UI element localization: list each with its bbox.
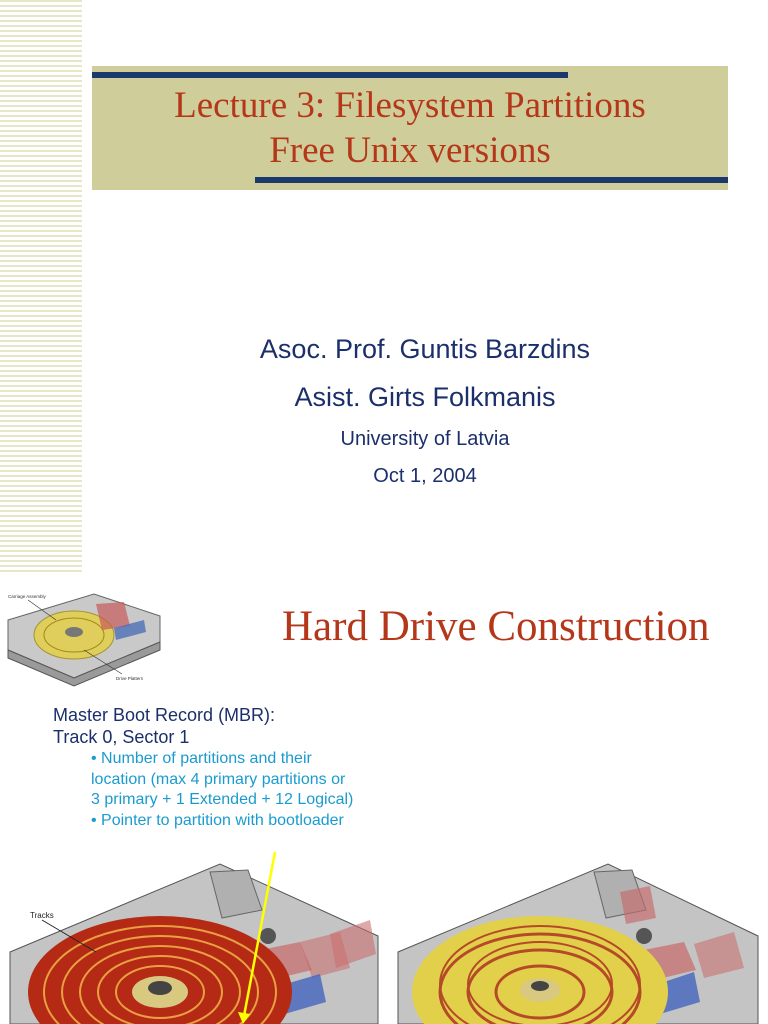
bullet-line-3: 3 primary + 1 Extended + 12 Logical) [91,791,354,808]
date: Oct 1, 2004 [373,465,477,487]
title-line-1: Lecture 3: Filesystem Partitions [174,85,646,126]
title-top-bar [92,72,568,78]
bullet-line-4: • Pointer to partition with bootloader [91,811,344,829]
author-2: Asist. Girts Folkmanis [294,382,556,412]
tracks-label: Tracks [30,911,54,920]
author-1: Asoc. Prof. Guntis Barzdins [259,334,591,364]
hard-drive-tracks-diagram [0,852,390,1024]
title-line-2: Free Unix versions [269,130,551,171]
affiliation: University of Latvia [340,428,510,450]
bullet-line-1: • Number of partitions and their [91,750,312,767]
title-bottom-bar [255,177,728,183]
hard-drive-cylinders-diagram [394,852,768,1024]
mbr-heading-line-2: Track 0, Sector 1 [53,727,190,747]
decorative-stripes [0,0,82,572]
mbr-heading-line-1: Master Boot Record (MBR): [53,705,276,725]
platters-label: Drive Platters [116,676,144,681]
carriage-label: Carriage Assembly [8,594,46,599]
slide-title: Hard Drive Construction [282,603,710,650]
bullet-line-2: location (max 4 primary partitions or [91,770,346,788]
hard-drive-slide [0,572,768,1024]
small-hard-drive-diagram [4,580,164,698]
